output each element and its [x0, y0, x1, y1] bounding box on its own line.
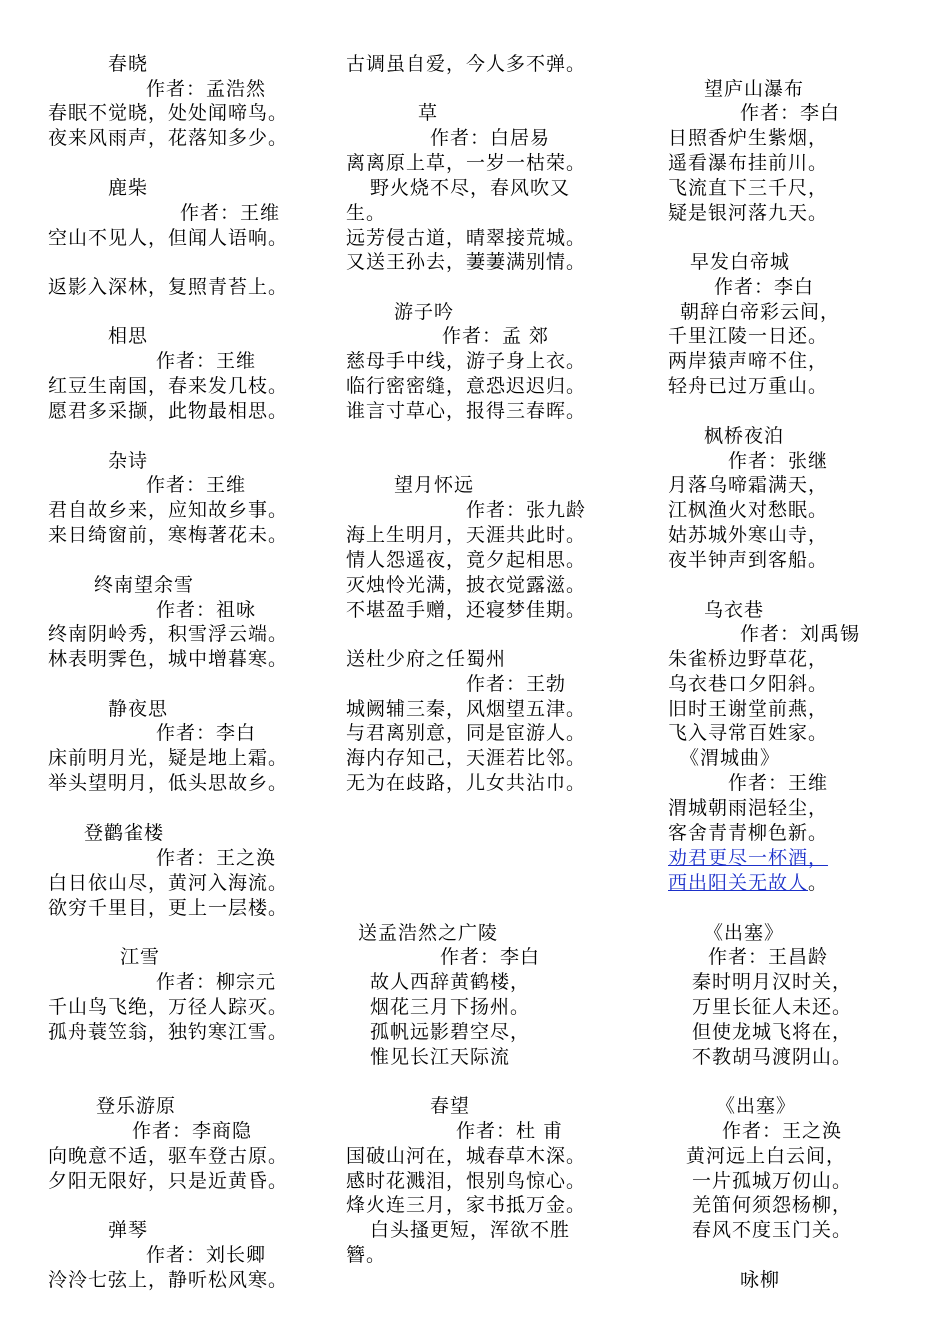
poem-line: 春眠不觉晓，处处闻啼鸟。: [48, 102, 289, 124]
poem-title: 登乐游原: [96, 1095, 177, 1117]
poem-line: 终南阴岭秀，积雪浮云端。: [48, 623, 289, 645]
poem-line: 无为在歧路，儿女共沾巾。: [346, 772, 587, 794]
poem-title: 弹琴: [108, 1219, 149, 1241]
poem-line: 月落乌啼霜满天，: [668, 474, 829, 496]
poem-line: 渭城朝雨浥轻尘，: [668, 797, 829, 819]
poem-author: 作者：王之涣: [722, 1120, 843, 1142]
poem-author: 作者：张继: [728, 450, 829, 472]
poem-title: 《渭城曲》: [680, 747, 781, 769]
poem-line: 返影入深林，复照青苔上。: [48, 276, 289, 298]
poem-author: 作者：刘长卿: [146, 1244, 267, 1266]
poem-author: 作者：王昌龄: [708, 946, 829, 968]
poem-line: 但使龙城飞将在，: [692, 1021, 853, 1043]
poem-line-link[interactable]: 西出阳关无故人: [668, 872, 809, 894]
poem-line: 惟见长江天际流: [370, 1046, 511, 1068]
poem-line: 万里长征人未还。: [692, 996, 853, 1018]
poem-line: 海内存知己，天涯若比邻。: [346, 747, 587, 769]
poem-line-link[interactable]: 劝君更尽一杯酒，: [668, 847, 829, 869]
poem-line: 谁言寸草心，报得三春晖。: [346, 400, 587, 422]
poem-title: 终南望余雪: [94, 574, 195, 596]
poem-title: 春望: [430, 1095, 471, 1117]
poem-line: 林表明霁色，城中增暮寒。: [48, 648, 289, 670]
poem-line-link-row: [668, 871, 828, 895]
poem-line: 欲穷千里目，更上一层楼。: [48, 897, 289, 919]
poem-author: 作者：李白: [156, 722, 257, 744]
poem-title: 乌衣巷: [704, 599, 765, 621]
poem-line: 飞入寻常百姓家。: [668, 722, 829, 744]
poem-line: 感时花溅泪，恨别鸟惊心。: [346, 1170, 587, 1192]
poem-title: 《出塞》: [704, 922, 785, 944]
poem-line: 红豆生南国，春来发几枝。: [48, 375, 289, 397]
poem-author: 作者：李商隐: [132, 1120, 253, 1142]
poem-line: 生。: [346, 202, 387, 224]
poem-line: 朱雀桥边野草花，: [668, 648, 829, 670]
poem-line: 遥看瀑布挂前川。: [668, 152, 829, 174]
poem-line: 不堪盈手赠，还寝梦佳期。: [346, 599, 587, 621]
poem-line: 床前明月光，疑是地上霜。: [48, 747, 289, 769]
poem-line: 灭烛怜光满，披衣觉露滋。: [346, 574, 587, 596]
poem-line: 泠泠七弦上，静听松风寒。: [48, 1269, 289, 1291]
poem-line: 故人西辞黄鹤楼，: [370, 971, 531, 993]
poem-line: 江枫渔火对愁眠。: [668, 499, 829, 521]
poem-line: 烽火连三月，家书抵万金。: [346, 1194, 587, 1216]
poem-author: 作者：王之涣: [156, 847, 277, 869]
poem-line: 情人怨遥夜，竟夕起相思。: [346, 549, 587, 571]
poem-line: 疑是银河落九天。: [668, 202, 829, 224]
poem-line: 旧时王谢堂前燕，: [668, 698, 829, 720]
poem-author: 作者：孟浩然: [146, 78, 267, 100]
poem-line: 千里江陵一日还。: [668, 325, 829, 347]
poem-line: 姑苏城外寒山寺，: [668, 524, 829, 546]
poem-line: 临行密密缝，意恐迟迟归。: [346, 375, 587, 397]
poem-author: 作者：王维: [180, 202, 281, 224]
poem-title: 送杜少府之任蜀州: [346, 648, 507, 670]
poem-title: 江雪: [120, 946, 161, 968]
poem-line: 野火烧不尽，春风吹又: [370, 177, 571, 199]
poem-author: 作者：祖咏: [156, 599, 257, 621]
poem-line: 白日依山尽，黄河入海流。: [48, 872, 289, 894]
poem-author: 作者：王维: [728, 772, 829, 794]
poem-title: 草: [418, 102, 439, 124]
poem-title: 望庐山瀑布: [704, 78, 805, 100]
poem-title: 《出塞》: [716, 1095, 797, 1117]
poem-author: 作者：刘禹锡: [740, 623, 861, 645]
poem-line: 夜来风雨声，花落知多少。: [48, 127, 289, 149]
poem-title: 送孟浩然之广陵: [358, 922, 499, 944]
poem-line: 千山鸟飞绝，万径人踪灭。: [48, 996, 289, 1018]
poem-title: 咏柳: [740, 1269, 781, 1291]
poem-line: 客舍青青柳色新。: [668, 822, 829, 844]
poem-author: 作者：张九龄: [466, 499, 587, 521]
poem-line: 远芳侵古道，晴翠接荒城。: [346, 227, 587, 249]
poem-title: 杂诗: [108, 450, 149, 472]
poem-line: 轻舟已过万重山。: [668, 375, 829, 397]
poem-author: 作者：李白: [440, 946, 541, 968]
poem-line: 朝辞白帝彩云间，: [680, 301, 841, 323]
poem-line: 举头望明月，低头思故乡。: [48, 772, 289, 794]
poem-line: 孤舟蓑笠翁，独钓寒江雪。: [48, 1021, 289, 1043]
poem-line: 向晚意不适，驱车登古原。: [48, 1145, 289, 1167]
poem-line: 羌笛何须怨杨柳，: [692, 1194, 853, 1216]
poem-author: 作者：李白: [740, 102, 841, 124]
poem-line: 古调虽自爱，今人多不弹。: [346, 53, 587, 75]
poem-line: 君自故乡来，应知故乡事。: [48, 499, 289, 521]
poem-title: 望月怀远: [394, 474, 475, 496]
poem-line: 飞流直下三千尺，: [668, 177, 829, 199]
poem-author: 作者：李白: [714, 276, 815, 298]
poem-line: 慈母手中线，游子身上衣。: [346, 350, 587, 372]
poem-title: 早发白帝城: [690, 251, 791, 273]
poem-line: 秦时明月汉时关，: [692, 971, 853, 993]
poem-line: 与君离别意，同是宦游人。: [346, 722, 587, 744]
poem-line: 空山不见人，但闻人语响。: [48, 227, 289, 249]
poem-line: 离离原上草，一岁一枯荣。: [346, 152, 587, 174]
poem-title: 鹿柴: [108, 177, 149, 199]
poem-line: 又送王孙去，萋萋满别情。: [346, 251, 587, 273]
poem-line: 白头搔更短，浑欲不胜: [370, 1219, 571, 1241]
poem-line: 簪。: [346, 1244, 387, 1266]
poem-title: 枫桥夜泊: [704, 425, 785, 447]
poem-line: 来日绮窗前，寒梅著花未。: [48, 524, 289, 546]
poem-line: 日照香炉生紫烟，: [668, 127, 829, 149]
poem-line: 春风不度玉门关。: [692, 1219, 853, 1241]
poem-author: 作者：杜 甫: [456, 1120, 564, 1142]
poem-line: 乌衣巷口夕阳斜。: [668, 673, 829, 695]
poem-line: 不教胡马渡阴山。: [692, 1046, 853, 1068]
punctuation: 。: [808, 872, 829, 894]
poem-author: 作者：王勃: [466, 673, 567, 695]
poem-line: 孤帆远影碧空尽，: [370, 1021, 531, 1043]
poem-title: 相思: [108, 325, 149, 347]
poem-title: 登鹳雀楼: [84, 822, 165, 844]
poem-line: 一片孤城万仞山。: [692, 1170, 853, 1192]
poem-line: 夕阳无限好，只是近黄昏。: [48, 1170, 289, 1192]
poem-author: 作者：王维: [156, 350, 257, 372]
poem-line: 国破山河在，城春草木深。: [346, 1145, 587, 1167]
poem-line: 两岸猿声啼不住，: [668, 350, 829, 372]
poem-title: 静夜思: [108, 698, 169, 720]
poem-title: 游子吟: [394, 301, 455, 323]
poem-line: 黄河远上白云间，: [686, 1145, 847, 1167]
poem-line: 夜半钟声到客船。: [668, 549, 829, 571]
poem-author: 作者：白居易: [430, 127, 551, 149]
poem-title: 春晓: [108, 53, 149, 75]
poem-author: 作者：王维: [146, 474, 247, 496]
poem-author: 作者：孟 郊: [442, 325, 550, 347]
poem-author: 作者：柳宗元: [156, 971, 277, 993]
poem-line: 烟花三月下扬州。: [370, 996, 531, 1018]
poem-line: 愿君多采撷，此物最相思。: [48, 400, 289, 422]
poem-line: 城阙辅三秦，风烟望五津。: [346, 698, 587, 720]
poem-line: 海上生明月，天涯共此时。: [346, 524, 587, 546]
